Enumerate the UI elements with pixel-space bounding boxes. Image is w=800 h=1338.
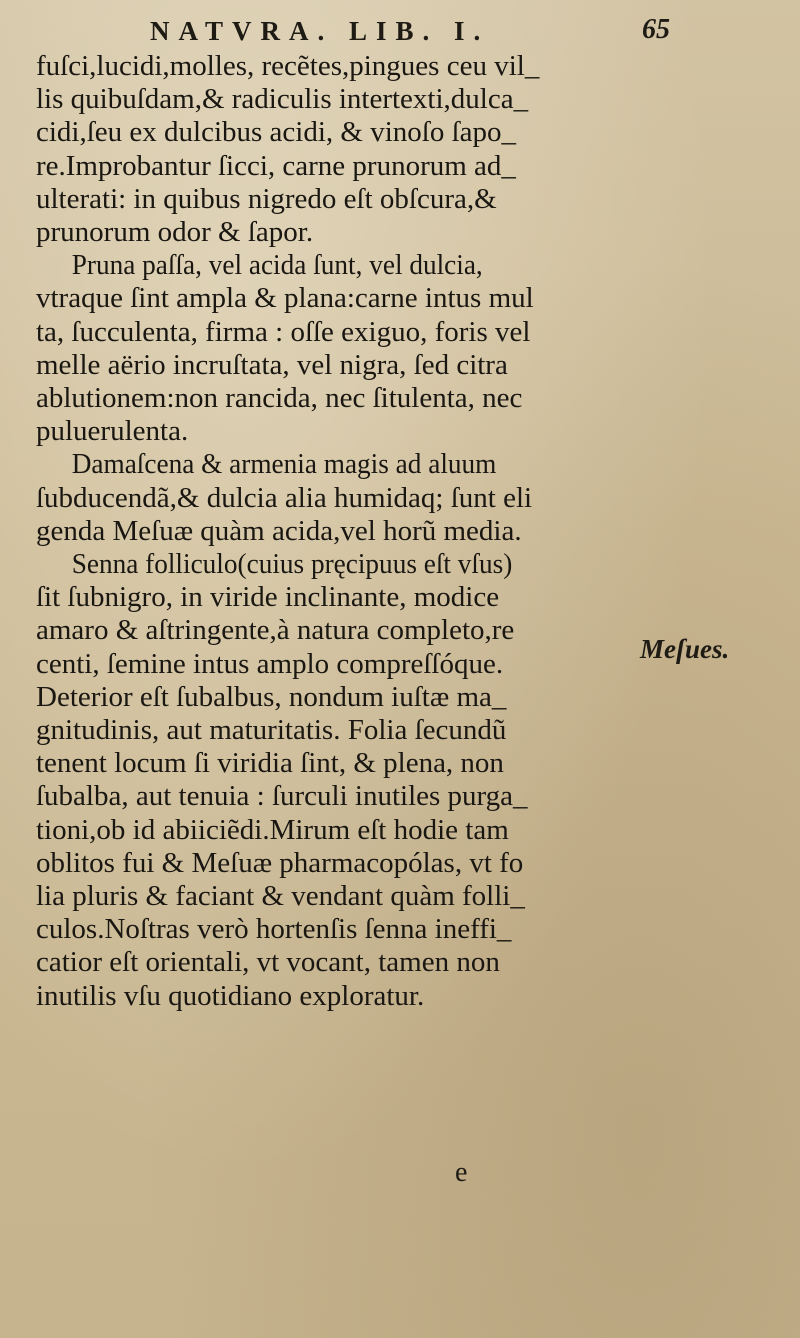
text-line: oblitos fui & Meſuæ pharmacopólas, vt fo bbox=[36, 846, 524, 879]
text-line: ta, ſucculenta, firma : oſſe exiguo, foris vel bbox=[36, 315, 531, 348]
text-line: gnitudinis, aut maturitatis. Folia ſecundũ bbox=[36, 714, 507, 747]
body-text bbox=[36, 50, 636, 1013]
running-title: NATVRA. LIB. I. bbox=[150, 16, 490, 46]
text-line: lia pluris & faciant & vendant quàm folli_ bbox=[36, 880, 525, 913]
running-head bbox=[150, 10, 670, 50]
text-line: ulterati: in quibus nigredo eſt obſcura,& bbox=[36, 182, 497, 215]
text-line: tioni,ob id abiiciẽdi.Mirum eſt hodie tam bbox=[36, 813, 509, 846]
paragraph-first-line: Pruna paſſa, vel acida ſunt, vel dulcia, bbox=[71, 249, 483, 282]
text-line: centi, ſemine intus amplo compreſſóque. bbox=[36, 647, 504, 680]
signature-mark: e bbox=[455, 1157, 468, 1188]
text-line: inutilis vſu quotidiano exploratur. bbox=[36, 979, 425, 1012]
text-line: vtraque ſint ampla & plana:carne intus mul bbox=[36, 282, 534, 315]
margin-note: Meſues. bbox=[640, 634, 730, 664]
text-line: puluerulenta. bbox=[36, 415, 189, 448]
text-line: ſit ſubnigro, in viride inclinante, modice bbox=[36, 581, 500, 614]
paragraph-first-line: Senna folliculo(cuius pręcipuus eſt vſus) bbox=[71, 548, 513, 581]
text-line: ſubalba, aut tenuia : ſurculi inutiles purga_ bbox=[36, 780, 528, 813]
text-line: culos.Noſtras verò hortenſis ſenna ineffi_ bbox=[36, 913, 512, 946]
text-line: Deterior eſt ſubalbus, nondum iuſtæ ma_ bbox=[36, 680, 507, 713]
text-line: catior eſt orientali, vt vocant, tamen non bbox=[36, 946, 500, 979]
text-line: amaro & aſtringente,à natura completo,re bbox=[36, 614, 515, 647]
text-line: ſubducendã,& dulcia alia humidaq; ſunt eli bbox=[36, 481, 533, 514]
text-line: tenent locum ſi viridia ſint, & plena, non bbox=[36, 747, 504, 780]
folio-number: 65 bbox=[642, 14, 670, 45]
text-line: ablutionem:non rancida, nec ſitulenta, nec bbox=[36, 382, 523, 415]
text-line: re.Improbantur ſicci, carne prunorum ad_ bbox=[36, 149, 516, 182]
text-line: fuſci,lucidi,molles, recẽtes,pingues ceu vil_ bbox=[36, 50, 540, 82]
text-line: cidi,ſeu ex dulcibus acidi, & vinoſo ſapo_ bbox=[36, 116, 517, 149]
text-line: genda Meſuæ quàm acida,vel horũ media. bbox=[36, 514, 522, 547]
paragraph-first-line: Damaſcena & armenia magis ad aluum bbox=[71, 448, 497, 481]
text-line: melle aërio incruſtata, vel nigra, ſed citra bbox=[36, 348, 508, 381]
text-line: prunorum odor & ſapor. bbox=[36, 216, 314, 249]
text-line: lis quibuſdam,& radiculis intertexti,dulca_ bbox=[36, 83, 529, 116]
